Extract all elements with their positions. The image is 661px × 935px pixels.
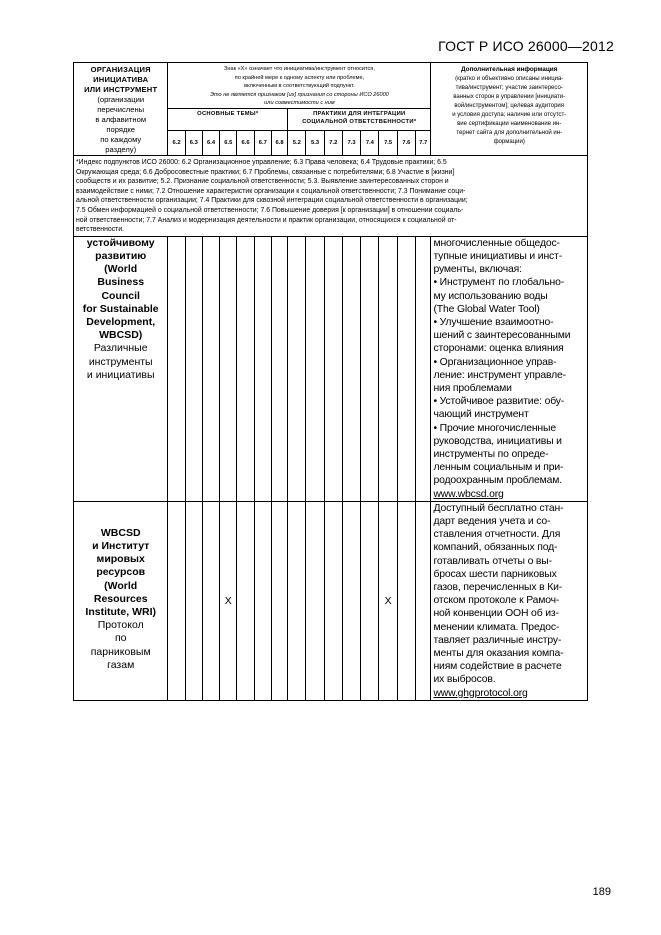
mark-cell — [324, 501, 342, 700]
mark-cell — [306, 501, 324, 700]
footnote-line: ветственности. — [76, 226, 125, 234]
clause-column-header: 7.6 — [397, 130, 415, 155]
note-line: по крайней мере к одному аспекту или проблеме, — [234, 74, 365, 81]
info-line: ставления отчетности. Для — [433, 529, 561, 541]
org-desc-line: и инициативы — [86, 368, 155, 381]
additional-info-cell — [431, 236, 588, 501]
info-line: сторонами: оценка влияния — [433, 343, 564, 355]
info-line: их выбросов. — [433, 674, 496, 686]
clause-column-header: 5.2 — [288, 130, 306, 155]
org-name-line: (World — [104, 579, 138, 592]
mark-cell: X — [379, 501, 397, 700]
info-line: тупные инициативы и инст- — [433, 250, 563, 262]
info-header-line: и условия доступа; наличие или отсутст- — [452, 112, 567, 118]
mark-cell — [185, 236, 202, 501]
info-line: • Инструмент по глобально- — [433, 277, 565, 289]
footnote-line: Окружающая среда; 6.6 Добросовестные практики; 6.7 Проблемы, связанные с потребителями; 6.8 Участие в [жизни] — [76, 168, 455, 176]
footnote-line: сообществ и их развитие; 5.2. Признание социальной ответственности; 5.3. Выявление заинтересованных сторон и — [76, 178, 449, 186]
info-line: • Улучшение взаимоотно- — [433, 316, 554, 328]
clause-column-header: 6.8 — [271, 130, 287, 155]
core-subjects-group: ОСНОВНЫЕ ТЕМЫ* — [168, 108, 288, 130]
info-line: шений с заинтересованными — [433, 330, 571, 342]
info-header-line: вие сертификации наименование ин- — [457, 121, 562, 127]
clause-column-header: 6.4 — [202, 130, 219, 155]
mark-cell — [306, 236, 324, 501]
org-name-line: развитию — [95, 249, 147, 262]
info-line: • Организационное управ- — [433, 356, 557, 368]
practices-group: ПРАКТИКИ ДЛЯ ИНТЕГРАЦИИ СОЦИАЛЬНОЙ ОТВЕТСТВЕННОСТИ* — [288, 108, 431, 130]
org-name-line: и Институт — [92, 540, 150, 553]
website-link[interactable]: www.wbcsd.org — [433, 488, 504, 500]
mark-cell — [271, 501, 287, 700]
info-line: готавливать отчеты о вы- — [433, 555, 552, 567]
info-line: • Устойчивое развитие: обу- — [433, 396, 565, 408]
additional-info-header — [431, 63, 588, 156]
footnote-line: 7.5 Обмен информацией о социальной ответственности; 7.6 Повышение доверия [к организации] в отношении социаль- — [76, 206, 464, 214]
website-link[interactable]: www.ghgprotocol.org — [433, 687, 528, 699]
additional-info-title: Дополнительная информация — [461, 66, 558, 73]
mark-cell — [254, 501, 271, 700]
mark-cell — [342, 236, 360, 501]
mark-cell — [254, 236, 271, 501]
org-desc-line: Различные — [93, 342, 148, 355]
org-header-line: ОРГАНИЗАЦИЯ — [90, 65, 151, 74]
org-name-line: устойчивому — [86, 236, 155, 249]
org-header-line: в алфавитном — [95, 115, 147, 124]
info-line: ния проблемами — [433, 382, 512, 394]
mark-cell — [361, 236, 379, 501]
mark-cell — [288, 236, 306, 501]
org-header-line: ИНИЦИАТИВА — [93, 75, 149, 84]
org-desc-line: парниковым — [90, 645, 151, 658]
info-header-line: тива/инструмент; участие заинтересо- — [455, 85, 563, 91]
info-line: руководства, инициативы и — [433, 435, 562, 447]
footnote-line: ной ответственности; 7.7 Анализ и модернизация деятельности и практик организации, относящихся к социальной от- — [76, 216, 457, 224]
clause-column-header: 6.5 — [220, 130, 237, 155]
table-row — [74, 236, 588, 501]
mark-cell — [397, 236, 415, 501]
org-header-line: перечислены — [97, 105, 145, 114]
clause-column-header: 6.7 — [254, 130, 271, 155]
note-line: или совместимости с ним — [264, 100, 335, 107]
org-desc-line: газам — [107, 658, 135, 671]
organization-cell — [74, 236, 168, 501]
org-name-line: WBCSD — [100, 526, 141, 539]
footnote-line: взаимодействие с ними; 7.2 Отношение характеристик организации к социальной ответственности; 7.3 Понимание соци- — [76, 187, 466, 195]
info-line: Доступный бесплатно стан- — [433, 502, 564, 514]
org-header-line: ИЛИ ИНСТРУМЕНТ — [84, 85, 158, 94]
org-name-line: Development, — [86, 315, 156, 328]
mark-cell — [202, 501, 219, 700]
info-line: ной конвенции ООН об из- — [433, 608, 559, 620]
org-name-line: Council — [101, 289, 140, 302]
clause-column-header: 7.2 — [324, 130, 342, 155]
info-line: • Прочие многочисленные — [433, 422, 556, 434]
clause-column-header: 7.4 — [361, 130, 379, 155]
mark-cell — [185, 501, 202, 700]
org-desc-line: по — [114, 632, 127, 645]
org-name-line: Resources — [93, 592, 148, 605]
clause-column-header: 7.3 — [342, 130, 360, 155]
org-desc-line: Протокол — [97, 619, 144, 632]
org-name-line: (World — [104, 263, 138, 276]
org-header-line: (организации — [97, 95, 145, 104]
clause-column-header: 6.6 — [237, 130, 254, 155]
info-line: инструменты по опреде- — [433, 449, 549, 460]
info-line: менты для оказания компа- — [433, 648, 564, 660]
mark-cell — [324, 236, 342, 501]
info-line: ленным социальным и при- — [433, 462, 564, 474]
info-line: отском протоколе к Рамоч- — [433, 595, 560, 607]
info-line: менении климата. Предос- — [433, 621, 560, 633]
org-name-line: Institute, WRI) — [85, 606, 156, 619]
footnote-line: *Индекс подпунктов ИСО 26000: 6.2 Организационное управление; 6.3 Права человека; 6.4 Трудовые практики; 6.5 — [76, 159, 447, 166]
info-header-line: (кратко и объективно описаны инициа- — [455, 76, 564, 82]
mark-cell — [361, 501, 379, 700]
info-line: дарт ведения учета и со- — [433, 516, 551, 528]
additional-info-cell — [431, 501, 588, 700]
clause-column-header: 7.5 — [379, 130, 397, 155]
footnote-line: альной ответственности организации; 7.4 Практики для сквозной интеграции социальной ответственности в организации; — [76, 197, 468, 205]
info-header-line: ванных сторон в управлении [инициати- — [453, 94, 566, 100]
info-header-line: тернет сайта для дополнительной ин- — [456, 130, 563, 136]
mark-cell — [342, 501, 360, 700]
note-line: Знак «X» означает что инициатива/инструмент относится, — [223, 66, 375, 72]
info-line: многочисленные общедос- — [433, 237, 560, 249]
org-name-line: ресурсов — [96, 566, 146, 579]
org-name-line: Business — [97, 276, 145, 289]
info-line: ление: инструмент управле- — [433, 369, 566, 381]
info-line: му использованию воды — [433, 290, 548, 302]
initiatives-table — [73, 62, 588, 701]
mark-cell — [271, 236, 287, 501]
info-line: (The Global Water Tool) — [433, 303, 540, 315]
note-line: Это не является признаком [их] признания со стороны ИСО 26000 — [210, 91, 389, 98]
mark-cell — [397, 501, 415, 700]
org-column-header — [74, 63, 168, 156]
info-line: ниям содействие в расчете — [433, 661, 562, 673]
table-row — [74, 501, 588, 700]
mark-cell — [416, 501, 431, 700]
org-header-line: по каждому — [100, 135, 142, 144]
clause-column-header: 6.2 — [168, 130, 185, 155]
mark-cell — [237, 501, 254, 700]
org-header-line: порядке — [106, 125, 136, 134]
info-line: рументы, включая: — [433, 264, 522, 276]
mark-cell: X — [220, 501, 237, 700]
info-line: бросах шести парниковых — [433, 568, 557, 580]
mark-cell — [416, 236, 431, 501]
org-desc-line: инструменты — [88, 355, 153, 368]
clause-index-footnote — [74, 156, 588, 237]
info-header-line: вой/инструментом]; целевая аудитория — [454, 103, 565, 109]
organization-cell — [74, 501, 168, 700]
org-name-line: мировых — [96, 553, 145, 566]
mark-cell — [288, 501, 306, 700]
mark-cell — [379, 236, 397, 501]
note-line: включенным в соответствующий подпункт. — [244, 83, 355, 90]
org-name-line: for Sustainable — [82, 302, 159, 315]
org-name-line: WBCSD) — [99, 329, 143, 342]
mark-cell — [202, 236, 219, 501]
document-header: ГОСТ Р ИСО 26000—2012 — [438, 38, 614, 54]
clause-column-header: 5.3 — [306, 130, 324, 155]
info-line: тавляет различные инстру- — [433, 634, 562, 646]
mark-cell — [168, 501, 185, 700]
org-header-line: разделу) — [105, 145, 137, 154]
mark-cell — [168, 236, 185, 501]
info-line: компаний, обязанных под- — [433, 542, 558, 554]
info-line: газов, перечисленных в Ки- — [433, 582, 563, 594]
info-header-line: формации) — [493, 139, 525, 145]
clause-column-header: 7.7 — [416, 130, 431, 155]
clause-column-header: 6.3 — [185, 130, 202, 155]
mark-cell — [220, 236, 237, 501]
info-line: родоохранным проблемам. — [433, 475, 563, 487]
page-number: 189 — [592, 886, 611, 898]
mark-cell — [237, 236, 254, 501]
info-line: чающий инструмент — [433, 409, 529, 421]
mark-legend-note — [168, 63, 431, 109]
